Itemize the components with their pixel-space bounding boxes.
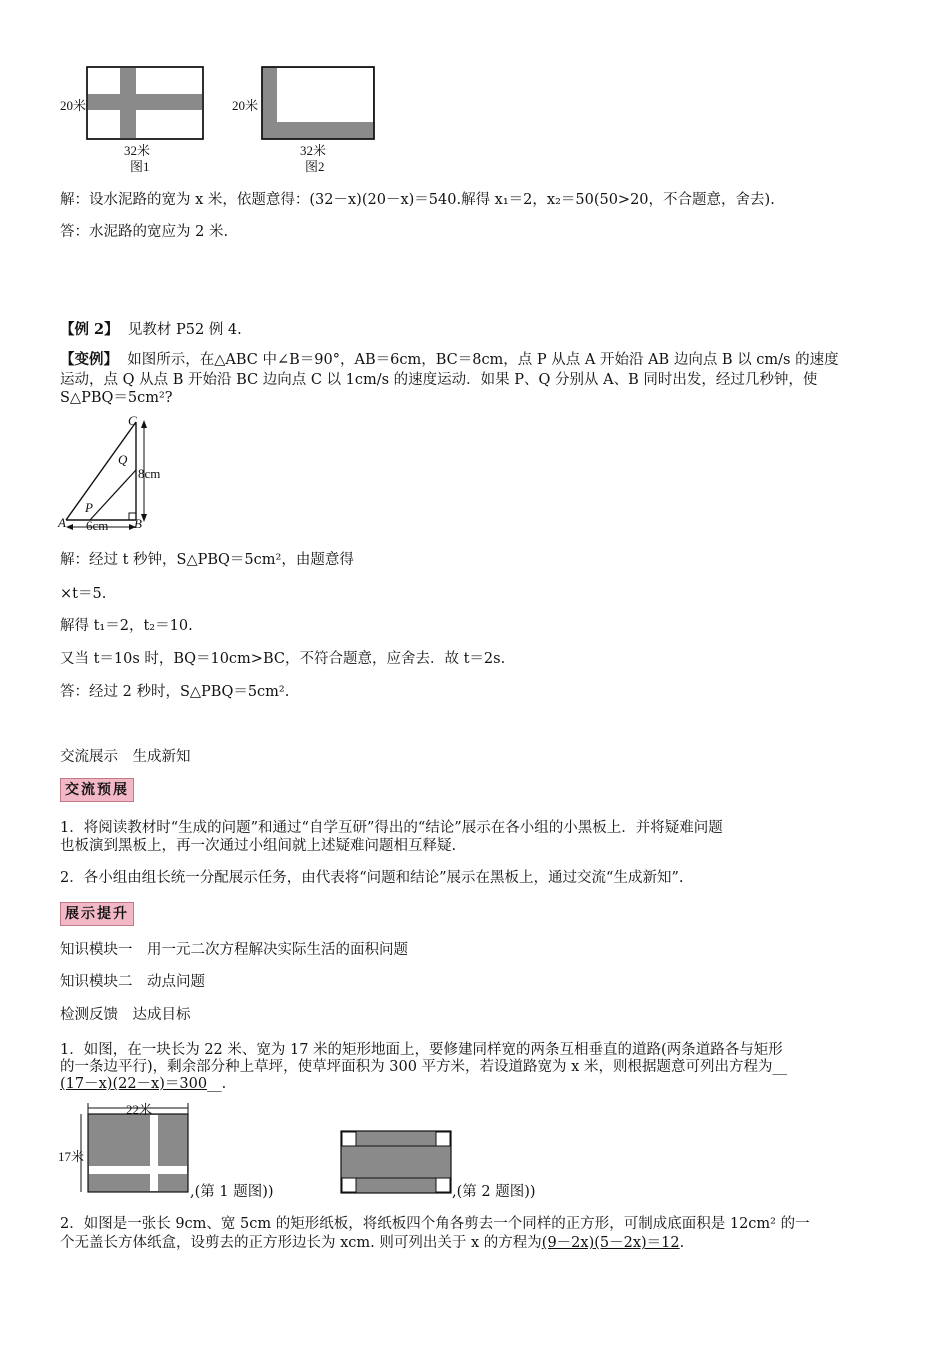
question-1-line-1: 1．如图，在一块长为 22 米、宽为 17 米的矩形地面上，要修建同样宽的两条互相垂直的道路(两条道路各与矩形 — [60, 1042, 783, 1058]
solution1-answer: 答：水泥路的宽应为 2 米. — [60, 224, 229, 240]
example2-label: 【例 2】 — [60, 321, 119, 338]
badge-show-improve: 展示提升 — [60, 902, 134, 926]
fig3-top-label: 22米 — [126, 1102, 153, 1117]
variant-line-2: 运动，点 Q 从点 B 开始沿 BC 边向点 C 以 1cm/s 的速度运动．如果 P、Q 分别从 A、B 同时出发，经过几秒钟，使 — [60, 372, 818, 388]
solution2-line-4: 又当 t＝10s 时，BQ＝10cm>BC，不符合题意，应舍去．故 t＝2s. — [60, 651, 506, 667]
exchange-item-1a: 1．将阅读教材时“生成的问题”和通过“自学互研”得出的“结论”展示在各小组的小黑板上．并将疑难问题 — [60, 820, 723, 836]
fig1-bottom-label: 32米 — [124, 143, 151, 158]
question-2-line-2 — [60, 1231, 684, 1252]
example2-heading — [60, 318, 242, 339]
solution2-line-2: ×t＝5. — [60, 586, 107, 602]
vertex-c-label: C — [128, 413, 137, 428]
knowledge-module-2: 知识模块二 动点问题 — [60, 974, 205, 990]
example2-text: 见教材 P52 例 4. — [127, 322, 242, 338]
fig2-caption: 图2 — [305, 159, 325, 174]
exchange-item-1b: 也板演到黑板上，再一次通过小组间就上述疑难问题相互释疑. — [60, 838, 457, 854]
fig4-caption: ,(第 2 题图)) — [452, 1184, 536, 1200]
figure-q2-box — [340, 1130, 455, 1196]
vertex-b-label: B — [134, 516, 142, 531]
point-p-label: P — [85, 500, 93, 515]
question-2-answer: (9－2x)(5－2x)＝12 — [541, 1235, 680, 1251]
question-1-line-2: 的一条边平行)，剩余部分种上草坪，使草坪面积为 300 平方米，若设道路宽为 x 米，则根据题意可列出方程为__ — [60, 1059, 787, 1075]
fig1-left-label: 20米 — [60, 98, 87, 113]
solution2-line-3: 解得 t₁＝2，t₂＝10. — [60, 618, 193, 634]
ab-length-label: 6cm — [86, 518, 109, 533]
question-1-tail: __. — [207, 1076, 227, 1092]
question-1-answer-line — [60, 1072, 226, 1093]
fig3-left-label: 17米 — [58, 1149, 85, 1164]
variant-line-3: S△PBQ＝5cm²? — [60, 390, 173, 406]
solution2-answer: 答：经过 2 秒时，S△PBQ＝5cm². — [60, 684, 290, 700]
question-2-line-1: 2．如图是一张长 9cm、宽 5cm 的矩形纸板，将纸板四个角各剪去一个同样的正方形，可制成底面积是 12cm² 的一 — [60, 1216, 810, 1232]
question-2-tail: . — [679, 1235, 685, 1251]
figure-1-cross-roads — [86, 66, 206, 141]
solution2-line-1: 解：经过 t 秒钟，S△PBQ＝5cm²，由题意得 — [60, 552, 354, 568]
fig2-left-label: 20米 — [232, 98, 259, 113]
knowledge-module-1: 知识模块一 用一元二次方程解决实际生活的面积问题 — [60, 942, 408, 958]
section-exchange-title: 交流展示 生成新知 — [60, 749, 191, 765]
vertex-a-label: A — [58, 515, 66, 530]
bc-length-label: 8cm — [138, 466, 161, 481]
question-2-text: 个无盖长方体纸盒，设剪去的正方形边长为 xcm. 则可列出关于 x 的方程为 — [60, 1235, 542, 1251]
fig1-caption: 图1 — [130, 159, 150, 174]
variant-text-1: 如图所示，在△ABC 中∠B＝90°，AB＝6cm，BC＝8cm，点 P 从点 A 开始沿 AB 边向点 B 以 cm/s 的速度 — [127, 352, 839, 368]
variant-line-1 — [60, 348, 839, 369]
solution1-line: 解：设水泥路的宽为 x 米，依题意得：(32－x)(20－x)＝540.解得 x₁＝2，x₂＝50(50>20，不合题意，舍去). — [60, 192, 775, 208]
question-1-answer: (17－x)(22－x)＝300 — [60, 1076, 208, 1092]
badge-exchange-preview: 交流预展 — [60, 778, 134, 802]
fig2-bottom-label: 32米 — [300, 143, 327, 158]
figure-2-l-roads — [261, 66, 377, 141]
fig3-caption: ,(第 1 题图)) — [190, 1184, 274, 1200]
feedback-title: 检测反馈 达成目标 — [60, 1007, 191, 1023]
variant-label: 【变例】 — [60, 351, 118, 368]
exchange-item-2: 2．各小组由组长统一分配展示任务，由代表将“问题和结论”展示在黑板上，通过交流“生成新知”. — [60, 870, 684, 886]
point-q-label: Q — [118, 452, 128, 467]
